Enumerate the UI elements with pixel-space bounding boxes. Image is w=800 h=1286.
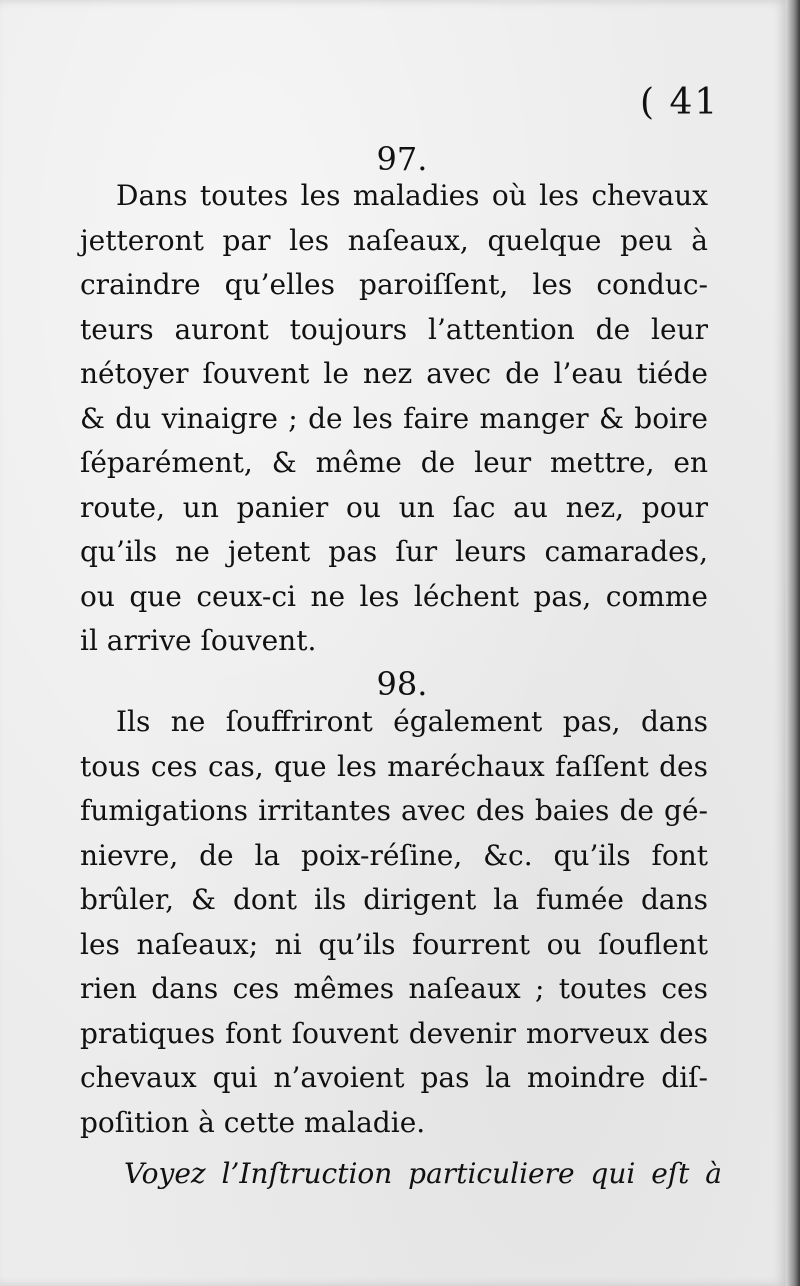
text-line: brûler, & dont ils dirigent la fumée dans — [80, 883, 708, 916]
text-line: les naſeaux; ni qu’ils fourrent ou ſouflent — [80, 927, 708, 961]
text-line: nievre, de la poix-réſine, &c. qu’ils font — [80, 838, 708, 872]
page-edge-shadow — [786, 0, 800, 1286]
text-line: rien dans ces mêmes naſeaux ; toutes ces — [80, 972, 708, 1005]
text-line: chevaux qui n’avoient pas la moindre diſ- — [80, 1061, 708, 1094]
text-line: nétoyer ſouvent le nez avec de l’eau tiéde — [80, 357, 708, 390]
text-line: teurs auront toujours l’attention de leur — [80, 312, 708, 346]
text-line: il arrive ſouvent. — [80, 624, 317, 657]
footer-italic-line: Voyez l’Inſtruction particuliere qui eſt à — [124, 1157, 722, 1190]
text-line: fumigations irritantes avec des baies de gé- — [80, 794, 708, 827]
text-line: tous ces cas, que les maréchaux faſſent des — [80, 749, 708, 783]
text-line: Dans toutes les maladies où les chevaux — [116, 179, 708, 212]
text-line: Ils ne ſouffriront également pas, dans — [116, 705, 708, 738]
paragraph-97 — [80, 174, 708, 664]
text-line: route, un panier ou un ſac au nez, pour — [80, 490, 708, 524]
section-number-98: 98. — [376, 665, 428, 703]
text-line: ſéparément, & même de leur mettre, en — [80, 446, 708, 479]
paragraph-98 — [80, 700, 708, 1145]
text-line: craindre qu’elles paroiſſent, les conduc- — [80, 268, 708, 301]
text-line: & du vinaigre ; de les faire manger & boire — [80, 401, 708, 435]
section-number-97: 97. — [376, 140, 428, 178]
text-line: jetteront par les naſeaux, quelque peu à — [80, 223, 708, 257]
text-line: pratiques font ſouvent devenir morveux des — [80, 1016, 708, 1050]
text-line: poſition à cette maladie. — [80, 1105, 426, 1139]
page-number: ( 41 — [640, 82, 720, 123]
text-line: qu’ils ne jetent pas ſur leurs camarades, — [80, 535, 708, 568]
text-line: ou que ceux-ci ne les léchent pas, comme — [80, 579, 708, 613]
